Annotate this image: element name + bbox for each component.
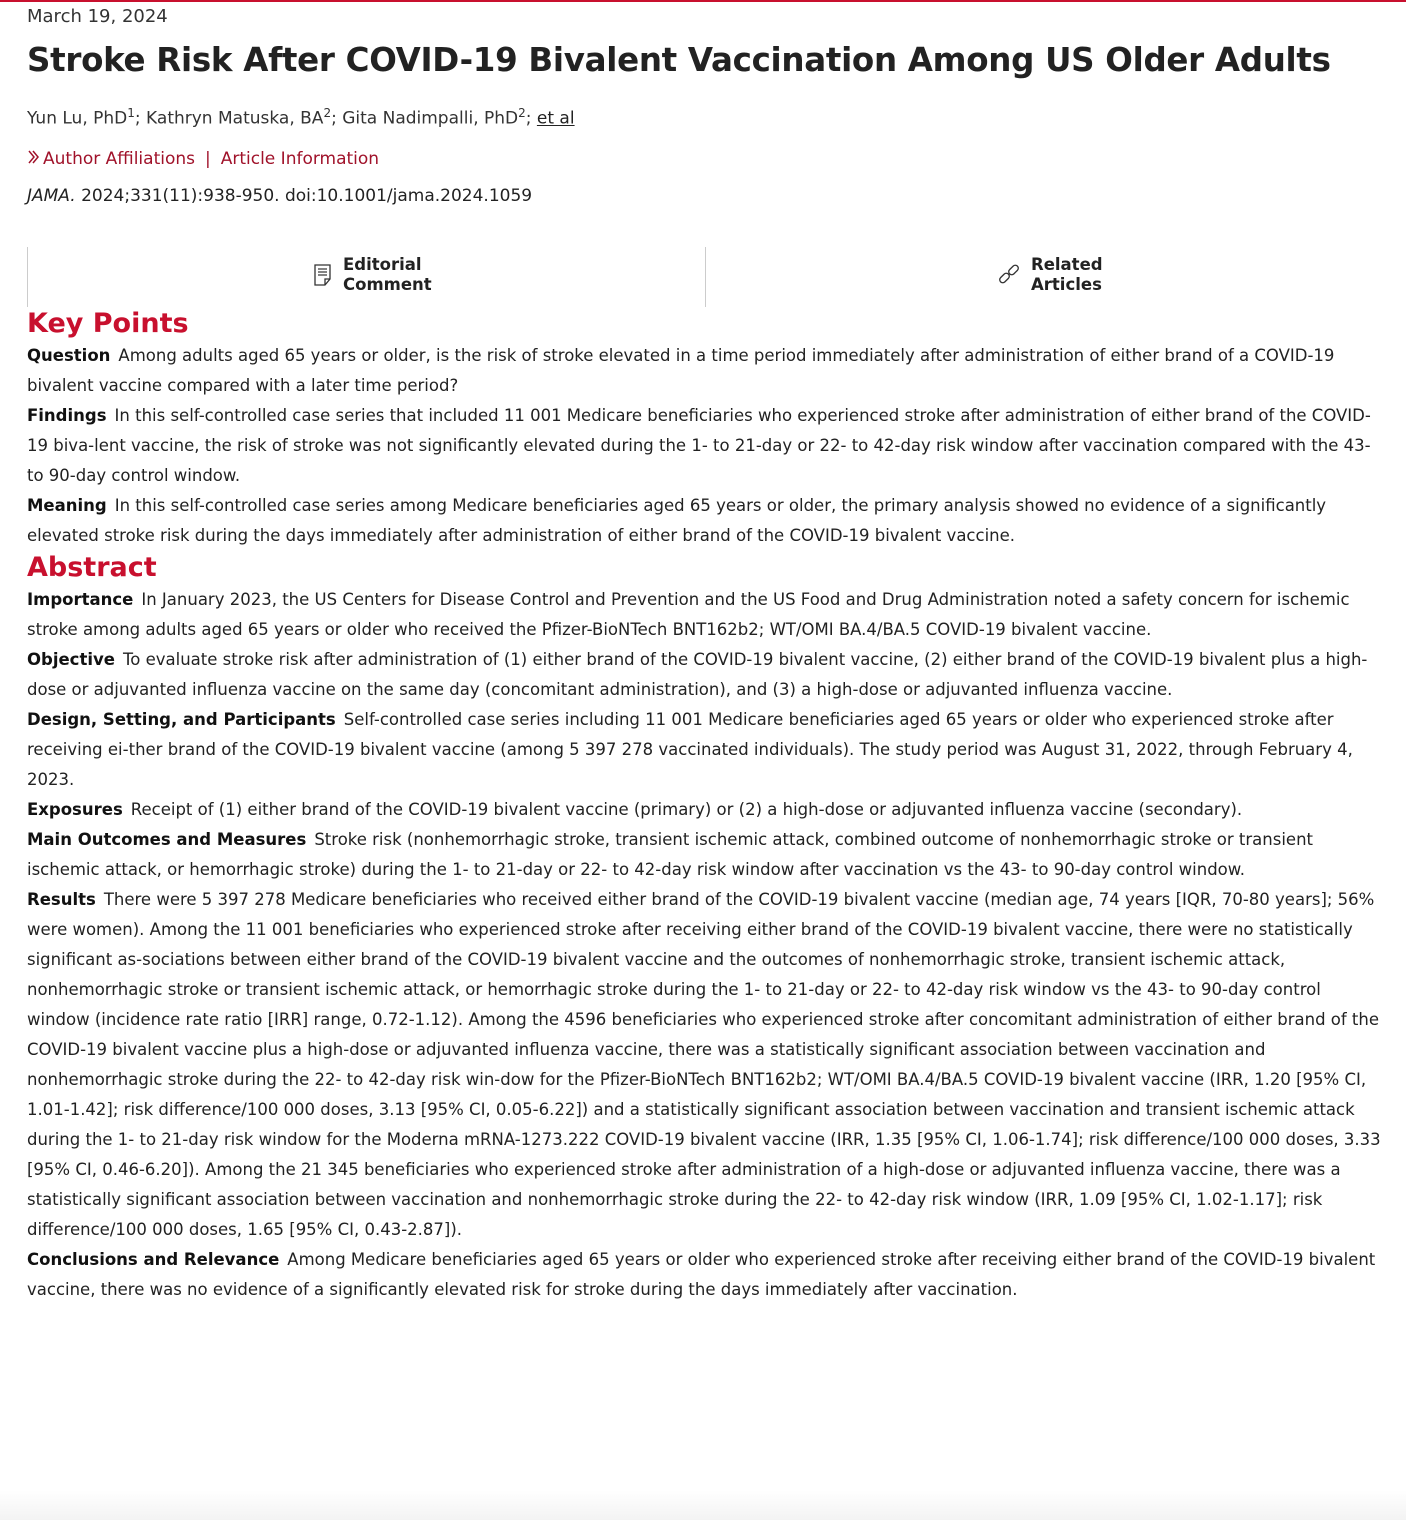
conclusions-label: Conclusions and Relevance bbox=[27, 1249, 280, 1269]
bottom-fade bbox=[0, 1490, 1406, 1520]
objective-label: Objective bbox=[27, 649, 115, 669]
tool-divider bbox=[27, 247, 28, 307]
article-tools-bar bbox=[27, 247, 1387, 307]
author-affiliations-link[interactable]: Author Affiliations bbox=[43, 148, 195, 169]
abstract-exposures bbox=[27, 795, 1387, 825]
publication-date: March 19, 2024 bbox=[27, 6, 168, 27]
design-label: Design, Setting, and Participants bbox=[27, 709, 336, 729]
abstract-heading: Abstract bbox=[27, 551, 157, 583]
et-al-link[interactable]: et al bbox=[536, 108, 575, 129]
importance-text: In January 2023, the US Centers for Disease Control and Prevention and the US Food and Drug Administration noted a safety concern for ischemic stroke among adults aged 65 years or older who received the Pfizer-BioNTech BNT162b2; WT/OMI BA.4/BA.5 COVID-19 bivalent vaccine. bbox=[27, 589, 1350, 639]
article-info-links bbox=[27, 148, 1387, 170]
abstract-objective bbox=[27, 645, 1387, 705]
results-text: There were 5 397 278 Medicare beneficiaries who received either brand of the COVID-19 bivalent vaccine (median age, 74 years [IQR, 70-80 years]; 56% were women). Among the 11 001 beneficiaries who experienced stroke after receiving either brand of the COVID-19 bivalent vaccine, there were no statistically significant as-sociations between either brand of the COVID-19 bivalent vaccine and the outcomes of nonhemorrhagic stroke, transient ischemic attack, nonhemorrhagic stroke or transient ischemic attack, or hemorrhagic stroke during the 1- to 21-day or 22- to 42-day risk window vs the 43- to 90-day control window (incidence rate ratio [IRR] range, 0.72-1.12). Among the 4596 beneficiaries who experienced stroke after concomitant administration of either brand of the COVID-19 bivalent vaccine plus a high-dose or adjuvanted influenza vaccine, there was a statistically significant association between vaccination and nonhemorrhagic stroke during the 22- to 42-day risk win-dow for the Pfizer-BioNTech BNT162b2; WT/OMI BA.4/BA.5 COVID-19 bivalent vaccine (IRR, 1.20 [95% CI, 1.01-1.42]; risk difference/100 000 doses, 3.13 [95% CI, 0.05-6.22]) and a statistically significant association between vaccination and transient ischemic attack during the 1- to 21-day risk window for the Moderna mRNA-1273.222 COVID-19 bivalent vaccine (IRR, 1.35 [95% CI, 1.06-1.74]; risk difference/100 000 doses, 3.33 [95% CI, 0.46-6.20]). Among the 21 345 beneficiaries who experienced stroke after administration of a high-dose or adjuvanted influenza vaccine, there was a statistically significant association between vaccination and nonhemorrhagic stroke during the 22- to 42-day risk window (IRR, 1.09 [95% CI, 1.02-1.17]; risk difference/100 000 doses, 1.65 [95% CI, 0.43-2.87]). bbox=[27, 889, 1381, 1239]
link-icon bbox=[997, 263, 1021, 287]
abstract-conclusions bbox=[27, 1245, 1387, 1305]
findings-label: Findings bbox=[27, 405, 107, 425]
author-separator: ; bbox=[134, 108, 147, 129]
link-separator: | bbox=[205, 148, 211, 169]
author-list bbox=[27, 102, 1387, 130]
related-articles-label: Related Articles bbox=[1031, 254, 1103, 294]
abstract-results bbox=[27, 885, 1387, 1245]
key-point-findings bbox=[27, 401, 1387, 491]
question-text: Among adults aged 65 years or older, is the risk of stroke elevated in a time period immediately after administration of either brand of a COVID-19 bivalent vaccine compared with a later time period? bbox=[27, 345, 1335, 395]
article-information-link[interactable]: Article Information bbox=[220, 148, 380, 169]
citation bbox=[27, 185, 1387, 207]
journal-name: JAMA. bbox=[27, 185, 76, 206]
related-articles-button[interactable] bbox=[997, 255, 1121, 295]
affiliation-sup: 2 bbox=[323, 106, 332, 120]
results-label: Results bbox=[27, 889, 96, 909]
abstract-importance bbox=[27, 585, 1387, 645]
document-icon bbox=[313, 263, 333, 287]
editorial-comment-button[interactable] bbox=[313, 255, 433, 295]
author-separator: ; bbox=[525, 108, 537, 129]
meaning-label: Meaning bbox=[27, 495, 107, 515]
author-name[interactable]: Yun Lu, PhD bbox=[27, 108, 128, 129]
editorial-comment-label: Editorial Comment bbox=[343, 254, 432, 294]
abstract-design bbox=[27, 705, 1387, 795]
key-points-heading: Key Points bbox=[27, 307, 189, 339]
tool-divider bbox=[705, 247, 706, 307]
affiliation-sup: 1 bbox=[127, 106, 135, 120]
question-label: Question bbox=[27, 345, 111, 365]
key-point-meaning bbox=[27, 491, 1387, 551]
affiliation-sup: 2 bbox=[518, 106, 526, 120]
design-text: Self-controlled case series including 11 001 Medicare beneficiaries aged 65 years or older who experienced stroke after receiving ei-ther brand of the COVID-19 bivalent vaccine (among 5 397 278 vaccinated individuals). The study period was August 31, 2022, through February 4, 2023. bbox=[27, 709, 1353, 789]
importance-label: Importance bbox=[27, 589, 134, 609]
citation-details: 2024;331(11):938-950. doi:10.1001/jama.2024.1059 bbox=[75, 185, 533, 206]
exposures-label: Exposures bbox=[27, 799, 123, 819]
objective-text: To evaluate stroke risk after administration of (1) either brand of the COVID-19 bivalent vaccine, (2) either brand of the COVID-19 bivalent plus a high-dose or adjuvanted influenza vaccine on the same day (concomitant administration), and (3) a high-dose or adjuvanted influenza vaccine. bbox=[27, 649, 1368, 699]
author-separator: ; bbox=[331, 108, 343, 129]
key-point-question bbox=[27, 341, 1387, 401]
findings-text: In this self-controlled case series that included 11 001 Medicare beneficiaries who experienced stroke after administration of either brand of the COVID-19 biva-lent vaccine, the risk of stroke was not significantly elevated during the 1- to 21-day or 22- to 42-day risk window after vaccination compared with the 43- to 90-day control window. bbox=[27, 405, 1371, 485]
author-name[interactable]: Kathryn Matuska, BA bbox=[146, 108, 324, 129]
abstract-outcomes bbox=[27, 825, 1387, 885]
author-name[interactable]: Gita Nadimpalli, PhD bbox=[342, 108, 519, 129]
exposures-text: Receipt of (1) either brand of the COVID-19 bivalent vaccine (primary) or (2) a high-dose or adjuvanted influenza vaccine (secondary). bbox=[130, 799, 1243, 819]
outcomes-label: Main Outcomes and Measures bbox=[27, 829, 307, 849]
meaning-text: In this self-controlled case series among Medicare beneficiaries aged 65 years or older, the primary analysis showed no evidence of a significantly elevated stroke risk during the days immediately after administration of either brand of the COVID-19 bivalent vaccine. bbox=[27, 495, 1327, 545]
double-chevron-right-icon bbox=[27, 148, 43, 170]
conclusions-text: Among Medicare beneficiaries aged 65 years or older who experienced stroke after receiving either brand of the COVID-19 bivalent vaccine, there was no evidence of a significantly elevated risk for stroke during the days immediately after vaccination. bbox=[27, 1249, 1376, 1299]
article-title: Stroke Risk After COVID-19 Bivalent Vaccination Among US Older Adults bbox=[27, 41, 1331, 79]
article-page bbox=[27, 0, 1387, 1305]
outcomes-text: Stroke risk (nonhemorrhagic stroke, transient ischemic attack, combined outcome of nonhemorrhagic stroke or transient ischemic attack, or hemorrhagic stroke) during the 1- to 21-day or 22- to 42-day risk window after vaccination vs the 43- to 90-day control window. bbox=[27, 829, 1313, 879]
